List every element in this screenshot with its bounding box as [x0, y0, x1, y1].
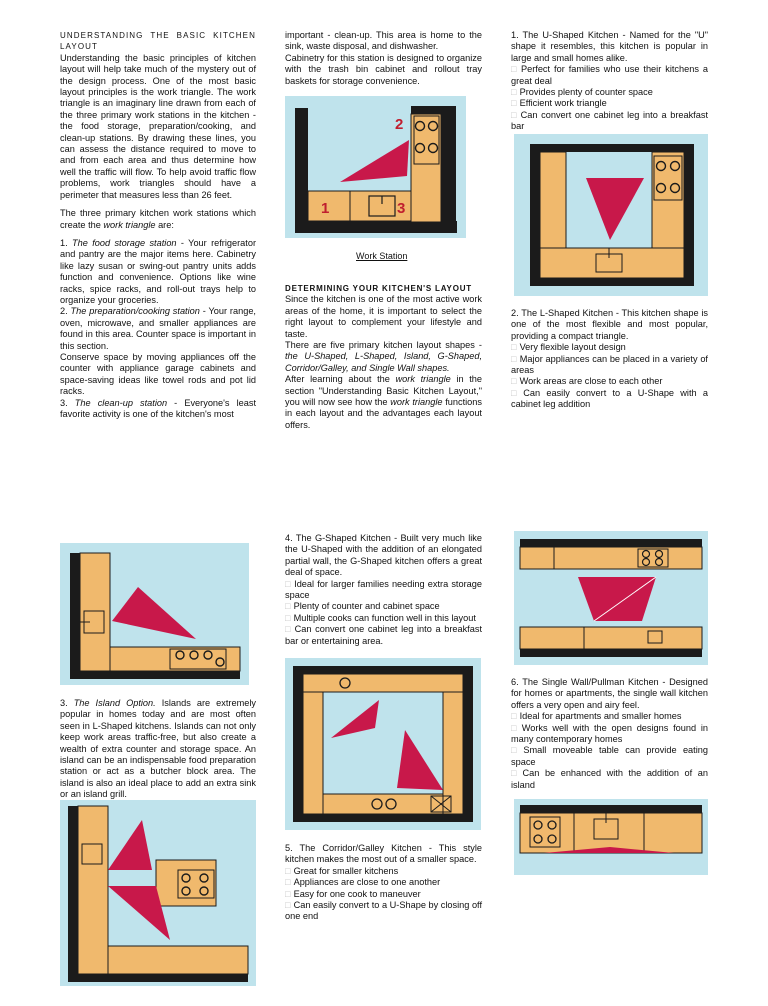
station-label-1: 1	[321, 200, 330, 217]
corridor-bullet: □ Easy for one cook to maneuver	[285, 889, 482, 900]
u-shaped-bullet: □ Perfect for families who use their kitchens a great deal	[511, 64, 708, 87]
cleanup-cabinetry: Cabinetry for this station is designed to organize with the trash bin cabinet and rollout tray baskets for storage convenience.	[285, 52, 482, 86]
l-shaped-bullet: □ Work areas are close to each other	[511, 376, 708, 387]
single-wall-bullet: □ Ideal for apartments and smaller homes	[511, 711, 708, 722]
l-shaped-bullet: □ Very flexible layout design	[511, 342, 708, 353]
l-shaped-bullet: □ Can easily convert to a U-Shape with a cabinet leg addition	[511, 388, 708, 411]
u-shaped-section	[511, 30, 708, 133]
layout-paragraph-1: Since the kitchen is one of the most active work areas of the home, it is important to select the right layout to complement your lifestyle and taste.	[285, 294, 482, 339]
cleanup-continued: important - clean-up. This area is home to the sink, waste disposal, and dishwasher.	[285, 30, 482, 52]
l-shaped-title: 2. The L-Shaped Kitchen - This kitchen shape is one of the most flexible and most popular, providing a compact triangle.	[511, 308, 708, 341]
corridor-diagram	[514, 531, 708, 665]
g-shaped-bullet: □ Plenty of counter and cabinet space	[285, 601, 482, 612]
u-shaped-bullet: □ Efficient work triangle	[511, 98, 708, 109]
work-station-caption: Work Station	[356, 251, 408, 261]
column-2-top	[285, 30, 482, 87]
station-label-3: 3	[397, 200, 406, 217]
u-shaped-bullet: □ Can convert one cabinet leg into a breakfast bar	[511, 110, 708, 133]
column-1	[60, 30, 256, 420]
g-shaped-bullet: □ Multiple cooks can function well in this layout	[285, 613, 482, 624]
g-shaped-bullet: □ Can convert one cabinet leg into a breakfast bar or entertaining area.	[285, 624, 482, 647]
island-paragraph: 3. The Island Option. Islands are extremely popular in homes today and are most often seen in L-Shaped kitchens. Islands can not only keep work areas traffic-free, but also create a wealth of extra counter and storage space. An island can be an indispensable food preparation station or act as a butcher block area. The island is also an ideal place to add an extra sink or an island grill.	[60, 698, 257, 800]
corridor-section	[285, 843, 482, 923]
single-wall-title: 6. The Single Wall/Pullman Kitchen - Designed for homes or apartments, the single wall kitchen offers a very open and airy feel.	[511, 677, 708, 710]
g-shaped-diagram	[285, 658, 481, 830]
u-shaped-title: 1. The U-Shaped Kitchen - Named for the "U" shape it resembles, this kitchen is popular in large and small homes alike.	[511, 30, 708, 63]
g-shaped-title: 4. The G-Shaped Kitchen - Built very much like the U-Shaped with the addition of an elongated partial wall, the G-Shaped kitchen offers a great deal of space.	[285, 533, 482, 578]
u-shaped-diagram	[514, 134, 708, 296]
g-shaped-bullet: □ Ideal for larger families needing extra storage space	[285, 579, 482, 602]
single-wall-bullet: □ Can be enhanced with the addition of an island	[511, 768, 708, 791]
food-storage-station: 1. The food storage station - Your refrigerator and pantry are the major items here. Cabinetry like lazy susan or swing-out pantry units adds function and convenience. Options like wine racks, spice racks, and roll-out trays help to organize your groceries.	[60, 237, 257, 305]
single-wall-bullet: □ Works well with the open designs found in many contemporary homes	[511, 723, 708, 746]
island-section	[60, 698, 256, 801]
u-shaped-bullet: □ Provides plenty of counter space	[511, 87, 708, 98]
layout-paragraph-3: After learning about the work triangle in the section "Understanding Basic Kitchen Layout," you will now see how the work triangle functions in each layout and the advantages each layout offers.	[285, 374, 482, 430]
stations-intro: The three primary kitchen work stations which create the work triangle are:	[60, 208, 256, 230]
work-station-diagram	[285, 96, 466, 238]
layout-paragraph-2: There are five primary kitchen layout shapes - the U-Shaped, L-Shaped, Island, G-Shaped, Corridor/Galley, and Single Wall shapes.	[285, 340, 482, 373]
island-diagram	[60, 800, 256, 986]
corridor-bullet: □ Appliances are close to one another	[285, 877, 482, 888]
corridor-bullet: □ Great for smaller kitchens	[285, 866, 482, 877]
intro-paragraph: Understanding the basic principles of kitchen layout will help take much of the mystery out of the design process. One of the most basic layout principles is the work triangle. The work triangle is an imaginary line drawn from each of the three primary work stations in the kitchen - the food storage, preparation/cooking, and clean-up stations. By drawing these lines, you can assess the distance required to move to and from each area and thus determine how well the traffic will flow. To help avoid traffic flow problems, work triangles should have a perimeter that measures less than 26 feet.	[60, 52, 256, 200]
section-heading-basic-layout: UNDERSTANDING THE BASIC KITCHEN LAYOUT	[60, 31, 256, 52]
g-shaped-section	[285, 533, 482, 647]
single-wall-section	[511, 677, 708, 791]
cooking-station-extra: Conserve space by moving appliances off the counter with appliance garage cabinets and space-saving ideas like towel rods and pot lid racks.	[60, 351, 256, 397]
cooking-station: 2. The preparation/cooking station - Your range, oven, microwave, and smaller appliances are found in this area. Counter space is important in this section.	[60, 306, 256, 351]
single-wall-diagram	[514, 799, 708, 875]
l-shaped-diagram	[60, 543, 249, 685]
column-2-layout	[285, 283, 482, 431]
l-shaped-bullet: □ Major appliances can be placed in a variety of areas	[511, 354, 708, 377]
corridor-title: 5. The Corridor/Galley Kitchen - This style kitchen makes the most out of a smaller space.	[285, 843, 482, 865]
station-label-2: 2	[395, 116, 404, 133]
corridor-bullet: □ Can easily convert to a U-Shape by closing off one end	[285, 900, 482, 923]
l-shaped-section	[511, 308, 708, 411]
cleanup-station: 3. The clean-up station - Everyone's least favorite activity is one of the kitchen's most	[60, 397, 256, 419]
single-wall-bullet: □ Small moveable table can provide eating space	[511, 745, 708, 768]
section-heading-determining-layout: DETERMINING YOUR KITCHEN'S LAYOUT	[285, 284, 472, 293]
